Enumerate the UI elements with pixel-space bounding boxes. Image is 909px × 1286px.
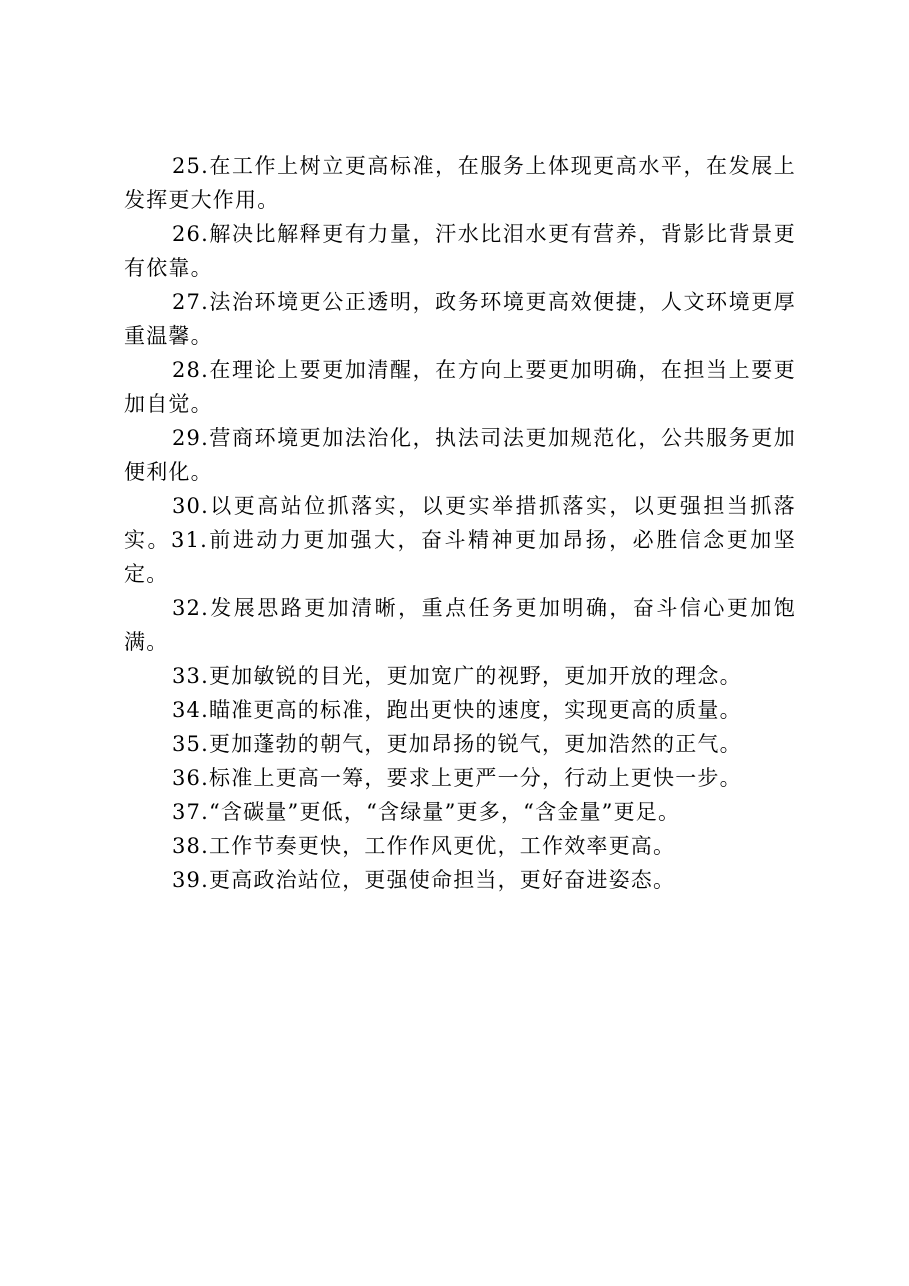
paragraph-32: 32.发展思路更加清晰，重点任务更加明确，奋斗信心更加饱满。 xyxy=(124,596,796,654)
paragraph-25: 25.在工作上树立更高标准，在服务上体现更高水平，在发展上发挥更大作用。 xyxy=(124,154,796,212)
paragraph-34: 34.瞄准更高的标准，跑出更快的速度，实现更高的质量。 xyxy=(172,698,742,722)
paragraph-36: 36.标准上更高一筹，要求上更严一分，行动上更快一步。 xyxy=(172,766,742,790)
document-body xyxy=(124,149,796,897)
paragraph-29: 29.营商环境更加法治化，执法司法更加规范化，公共服务更加便利化。 xyxy=(124,426,796,484)
paragraph-35: 35.更加蓬勃的朝气，更加昂扬的锐气，更加浩然的正气。 xyxy=(172,732,742,756)
paragraph-28: 28.在理论上要更加清醒，在方向上要更加明确，在担当上要更加自觉。 xyxy=(124,358,796,416)
paragraph-26: 26.解决比解释更有力量，汗水比泪水更有营养，背影比背景更有依靠。 xyxy=(124,222,796,280)
paragraph-33: 33.更加敏锐的目光，更加宽广的视野，更加开放的理念。 xyxy=(172,664,742,688)
paragraph-27: 27.法治环境更公正透明，政务环境更高效便捷，人文环境更厚重温馨。 xyxy=(124,290,796,348)
paragraph-30-31: 30.以更高站位抓落实，以更实举措抓落实，以更强担当抓落实。31.前进动力更加强大，奋斗精神更加昂扬，必胜信念更加坚定。 xyxy=(124,494,796,586)
paragraph-39: 39.更高政治站位，更强使命担当，更好奋进姿态。 xyxy=(172,868,676,892)
paragraph-38: 38.工作节奏更快，工作作风更优，工作效率更高。 xyxy=(172,834,676,858)
paragraph-37: 37.“含碳量”更低，“含绿量”更多，“含金量”更足。 xyxy=(172,800,681,824)
